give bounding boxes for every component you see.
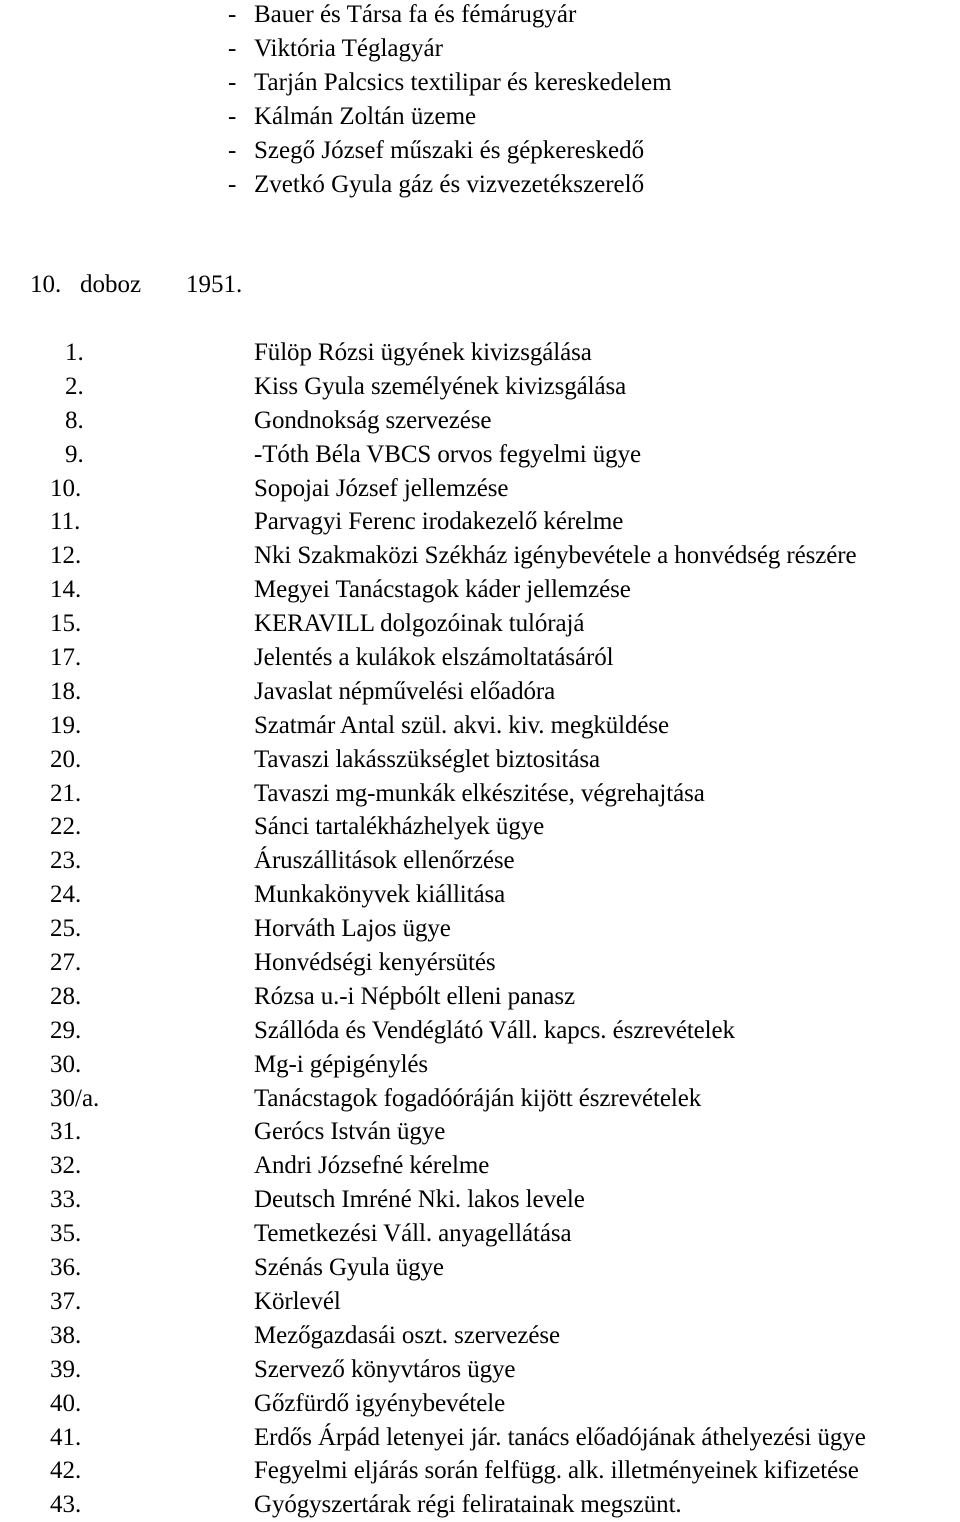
item-number: 2. <box>65 372 84 400</box>
item-title: Sánci tartalékházhelyek ügye <box>254 813 545 841</box>
item-number: 43. <box>50 1491 82 1519</box>
item-number: 28. <box>50 982 82 1010</box>
item-number: 31. <box>50 1118 82 1146</box>
item-number: 36. <box>50 1254 82 1282</box>
item-title: Mg-i gépigénylés <box>254 1050 429 1078</box>
item-number: 18. <box>50 677 82 705</box>
item-title: Honvédségi kenyérsütés <box>254 949 496 977</box>
item-number: 38. <box>50 1321 82 1349</box>
company-name: Zvetkó Gyula gáz és vizvezetékszerelő <box>254 171 645 198</box>
company-item <box>228 0 672 34</box>
item-title: Javaslat népművelési előadóra <box>254 677 556 705</box>
item-title: KERAVILL dolgozóinak tulórajá <box>254 610 585 638</box>
company-item <box>228 170 672 204</box>
item-number: 41. <box>50 1423 82 1451</box>
item-title: Nki Szakmaközi Székház igénybevétele a honvédség részére <box>254 542 857 570</box>
item-title: Körlevél <box>254 1287 341 1315</box>
item-title: Tanácstagok fogadóóráján kijött észrevételek <box>254 1084 702 1112</box>
item-title: Sopojai József jellemzése <box>254 474 509 502</box>
item-title: Gyógyszertárak régi feliratainak megszünt. <box>254 1491 682 1519</box>
item-title: Rózsa u.-i Népbólt elleni panasz <box>254 982 576 1010</box>
company-name: Tarján Palcsics textilipar és kereskedelem <box>254 69 672 96</box>
item-title: Andri Józsefné kérelme <box>254 1152 490 1180</box>
dash: - <box>228 171 237 198</box>
item-number: 14. <box>50 576 82 604</box>
item-title: Tavaszi mg-munkák elkészitése, végrehajtása <box>254 779 705 807</box>
item-title: Horváth Lajos ügye <box>254 915 451 943</box>
item-title: -Tóth Béla VBCS orvos fegyelmi ügye <box>254 440 641 468</box>
item-number: 30. <box>50 1050 82 1078</box>
item-title: Áruszállitások ellenőrzése <box>254 847 515 875</box>
item-title: Szállóda és Vendéglátó Váll. kapcs. észrevételek <box>254 1016 735 1044</box>
item-number: 1. <box>65 339 84 366</box>
item-number: 12. <box>50 542 82 570</box>
box-heading <box>30 268 242 302</box>
company-item <box>228 102 672 136</box>
item-number: 24. <box>50 881 82 909</box>
company-list <box>228 0 672 204</box>
item-title: Gerócs István ügye <box>254 1118 446 1146</box>
dash: - <box>228 35 237 62</box>
item-number: 8. <box>65 406 84 434</box>
box-label: doboz <box>80 271 142 298</box>
item-number: 9. <box>65 440 84 468</box>
dash: - <box>228 1 237 28</box>
item-number: 22. <box>50 813 82 841</box>
item-title: Kiss Gyula személyének kivizsgálása <box>254 372 627 400</box>
item-title: Tavaszi lakásszükséglet biztositása <box>254 745 601 773</box>
item-number: 27. <box>50 949 82 977</box>
dash: - <box>228 137 237 164</box>
item-number: 30/a. <box>50 1084 100 1112</box>
box-year: 1951. <box>186 271 243 298</box>
item-title: Erdős Árpád letenyei jár. tanács előadójának áthelyezési ügye <box>254 1423 866 1451</box>
company-item <box>228 34 672 68</box>
item-number: 17. <box>50 644 82 672</box>
item-title: Fülöp Rózsi ügyének kivizsgálása <box>254 339 592 366</box>
company-name: Kálmán Zoltán üzeme <box>254 103 477 130</box>
item-title: Gondnokság szervezése <box>254 406 492 434</box>
company-name: Viktória Téglagyár <box>254 35 443 62</box>
item-title: Szatmár Antal szül. akvi. kiv. megküldése <box>254 711 670 739</box>
item-title: Jelentés a kulákok elszámoltatásáról <box>254 644 614 672</box>
item-number: 40. <box>50 1389 82 1417</box>
item-number: 39. <box>50 1355 82 1383</box>
company-name: Bauer és Társa fa és fémárugyár <box>254 1 577 28</box>
item-number: 42. <box>50 1457 82 1485</box>
item-title: Fegyelmi eljárás során felfügg. alk. illetményeinek kifizetése <box>254 1457 859 1485</box>
item-number: 23. <box>50 847 82 875</box>
item-number: 19. <box>50 711 82 739</box>
item-number: 11. <box>50 508 81 536</box>
item-title: Megyei Tanácstagok káder jellemzése <box>254 576 631 604</box>
item-number: 33. <box>50 1186 82 1214</box>
item-title: Gőzfürdő igyénybevétele <box>254 1389 506 1417</box>
item-number: 25. <box>50 915 82 943</box>
item-title: Mezőgazdasái oszt. szervezése <box>254 1321 560 1349</box>
item-title: Szénás Gyula ügye <box>254 1254 444 1282</box>
item-number: 29. <box>50 1016 82 1044</box>
item-title: Munkakönyvek kiállitása <box>254 881 506 909</box>
item-number: 32. <box>50 1152 82 1180</box>
company-name: Szegő József műszaki és gépkereskedő <box>254 137 645 164</box>
item-number: 37. <box>50 1287 82 1315</box>
box-number: 10. <box>30 271 62 298</box>
company-item <box>228 68 672 102</box>
item-number: 15. <box>50 610 82 638</box>
company-item <box>228 136 672 170</box>
item-title: Parvagyi Ferenc irodakezelő kérelme <box>254 508 624 536</box>
dash: - <box>228 69 237 96</box>
item-number: 35. <box>50 1220 82 1248</box>
item-title: Szervező könyvtáros ügye <box>254 1355 516 1383</box>
item-number: 21. <box>50 779 82 807</box>
item-number: 10. <box>50 474 82 502</box>
item-title: Temetkezési Váll. anyagellátása <box>254 1220 572 1248</box>
item-number: 20. <box>50 745 82 773</box>
item-title: Deutsch Imréné Nki. lakos levele <box>254 1186 585 1214</box>
dash: - <box>228 103 237 130</box>
